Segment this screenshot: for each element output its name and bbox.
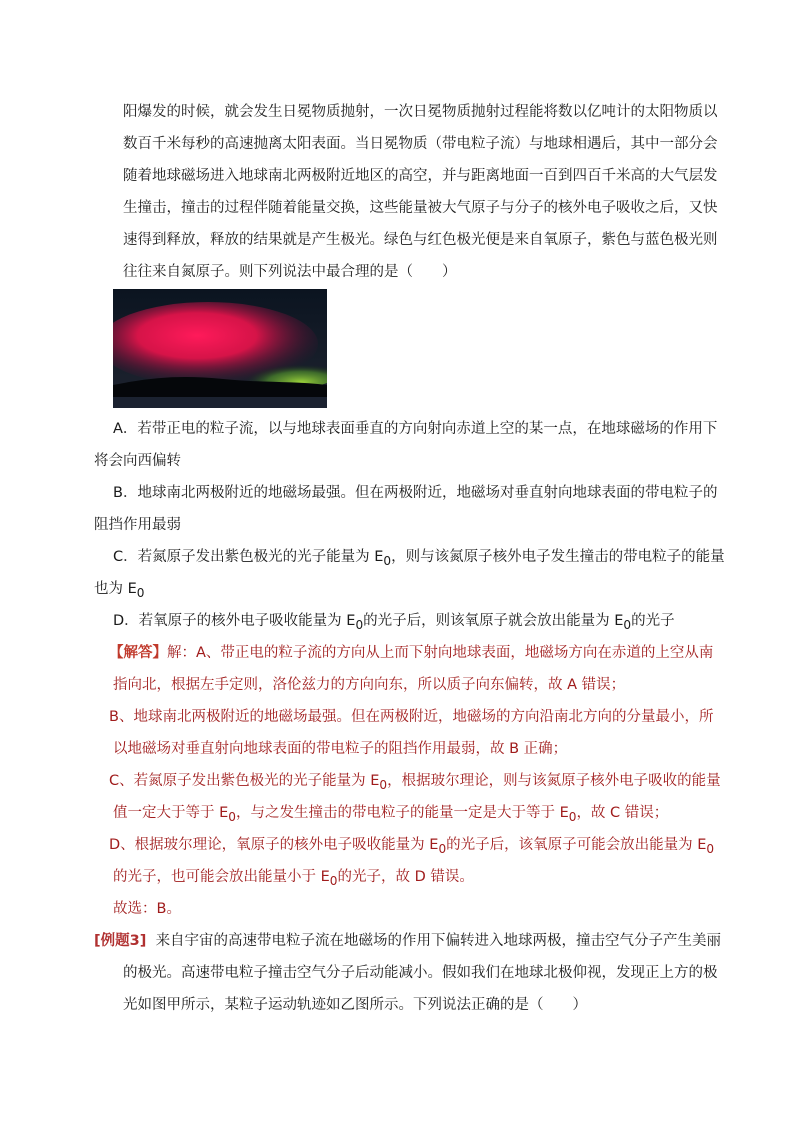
intro-line-3: 随着地球磁场进入地球南北两极附近地区的高空，并与距离地面一百到四百千米高的大气层发	[123, 168, 718, 184]
intro-line-5: 速得到释放，释放的结果就是产生极光。绿色与红色极光便是来自氧原子，紫色与蓝色极光则	[123, 232, 718, 248]
option-c-line-2: 也为 $E_0$	[94, 581, 145, 600]
answer-choice: 故选：B。	[113, 901, 181, 917]
answer-line-5: C、若氮原子发出紫色极光的光子能量为 $E_0$，根据玻尔理论，则与该氮原子核外电子吸收的能量	[109, 773, 721, 792]
answer-line-3: B、地球南北两极附近的地磁场最强。但在两极附近，地磁场的方向沿南北方向的分量最小，所	[109, 709, 714, 725]
answer-line-6: 值一定大于等于 $E_0$，与之发生撞击的带电粒子的能量一定是大于等于 $E_0$，故 C 错误；	[113, 805, 669, 824]
option-b-line-2: 阻挡作用最弱	[94, 517, 181, 533]
answer-line-2: 指向北，根据左手定则，洛伦兹力的方向向东，所以质子向东偏转，故 A 错误；	[113, 677, 626, 693]
intro-line-1: 阳爆发的时候，就会发生日冕物质抛射，一次日冕物质抛射过程能将数以亿吨计的太阳物质以	[123, 104, 718, 120]
answer-line-1: 【解答】解：A、带正电的粒子流的方向从上而下射向地球表面，地磁场方向在赤道的上空从南	[109, 645, 714, 661]
intro-line-2: 数百千米每秒的高速抛离太阳表面。当日冕物质（带电粒子流）与地球相遇后，其中一部分会	[123, 136, 718, 152]
answer-line-7: D、根据玻尔理论，氧原子的核外电子吸收能量为 $E_0$的光子后，该氧原子可能会放出能量为 $E_0$	[109, 837, 715, 856]
intro-line-6: 往往来自氮原子。则下列说法中最合理的是（ ）	[123, 264, 457, 280]
option-c-line-1: C．若氮原子发出紫色极光的光子能量为 $E_0$，则与该氮原子核外电子发生撞击的带电粒子的能量	[113, 549, 725, 568]
example3-line-2: 的极光。高速带电粒子撞击空气分子后动能减小。假如我们在地球北极仰视，发现正上方的极	[123, 965, 718, 981]
aurora-illustration	[113, 289, 327, 408]
option-b-line-1: B．地球南北两极附近的地磁场最强。但在两极附近，地磁场对垂直射向地球表面的带电粒子的	[113, 485, 718, 501]
example3-line-3: 光如图甲所示，某粒子运动轨迹如乙图所示。下列说法正确的是（ ）	[123, 997, 587, 1013]
example3-line-1: [例题3] 来自宇宙的高速带电粒子流在地磁场的作用下偏转进入地球两极，撞击空气分子产生美丽	[94, 933, 722, 949]
option-a-line-2: 将会向西偏转	[94, 453, 181, 469]
example3-tag: [例题3]	[94, 933, 147, 949]
option-a-line-1: A．若带正电的粒子流，以与地球表面垂直的方向射向赤道上空的某一点，在地球磁场的作用下	[113, 421, 718, 437]
answer-line-4: 以地磁场对垂直射向地球表面的带电粒子的阻挡作用最弱，故 B 正确；	[113, 741, 568, 757]
answer-tag: 【解答】	[109, 645, 167, 661]
option-d: D．若氧原子的核外电子吸收能量为 $E_0$的光子后，则该氧原子就会放出能量为 $E_0$的光子	[113, 613, 675, 632]
intro-line-4: 生撞击，撞击的过程伴随着能量交换，这些能量被大气原子与分子的核外电子吸收之后，又快	[123, 200, 718, 216]
aurora-photo	[113, 289, 327, 408]
answer-line-8: 的光子，也可能会放出能量小于 $E_0$的光子，故 D 错误。	[113, 869, 474, 888]
